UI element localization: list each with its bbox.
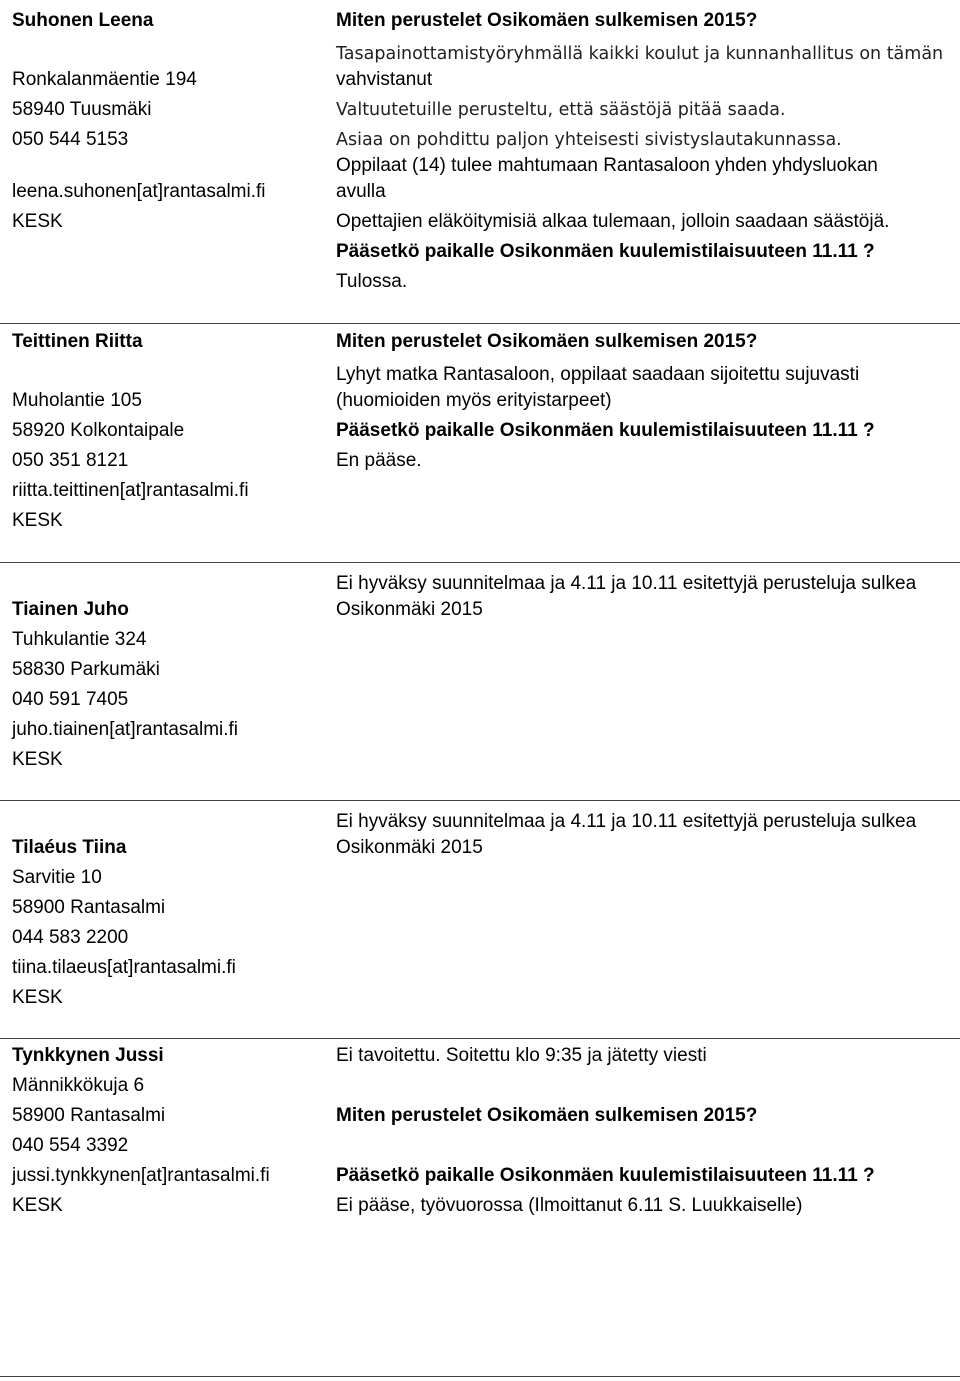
contact-postal: 58830 Parkumäki — [12, 659, 160, 680]
divider — [0, 1038, 960, 1039]
contact-address: Tuhkulantie 324 — [12, 629, 147, 650]
contact-name: Teittinen Riitta — [12, 331, 143, 352]
answer-line: Opettajien eläköitymisiä alkaa tulemaan, jolloin saadaan säästöjä. — [336, 211, 890, 232]
question-attendance: Pääsetkö paikalle Osikonmäen kuulemistilaisuuteen 11.11 ? — [336, 241, 875, 262]
contact-postal: 58940 Tuusmäki — [12, 99, 152, 120]
contact-email: tiina.tilaeus[at]rantasalmi.fi — [12, 957, 236, 978]
answer-line: Asiaa on pohdittu paljon yhteisesti sivistyslautakunnassa. — [336, 130, 842, 150]
contact-phone: 044 583 2200 — [12, 927, 129, 948]
contact-postal: 58900 Rantasalmi — [12, 1105, 166, 1126]
contact-address: Ronkalanmäentie 194 — [12, 69, 197, 90]
question-closing: Miten perustelet Osikomäen sulkemisen 2015? — [336, 10, 758, 31]
answer-line: Valtuutetuille perusteltu, että säästöjä pitää saada. — [336, 100, 786, 120]
divider — [0, 1376, 960, 1377]
contact-email: leena.suhonen[at]rantasalmi.fi — [12, 181, 266, 202]
contact-party: KESK — [12, 749, 63, 770]
answer-attendance: Tulossa. — [336, 271, 408, 292]
contact-name: Tiainen Juho — [12, 599, 129, 620]
answer-line: Ei hyväksy suunnitelmaa ja 4.11 ja 10.11 esitettyjä perusteluja sulkea — [336, 573, 917, 594]
answer-line: avulla — [336, 181, 386, 202]
question-closing: Miten perustelet Osikomäen sulkemisen 2015? — [336, 331, 758, 352]
answer-line: Tasapainottamistyöryhmällä kaikki koulut ja kunnanhallitus on tämän — [336, 44, 944, 64]
answer-line: Lyhyt matka Rantasaloon, oppilaat saadaan sijoitettu sujuvasti — [336, 364, 860, 385]
divider — [0, 562, 960, 563]
contact-name: Suhonen Leena — [12, 10, 154, 31]
answer-attendance: En pääse. — [336, 450, 422, 471]
answer-line: Osikonmäki 2015 — [336, 837, 483, 858]
contact-email: riitta.teittinen[at]rantasalmi.fi — [12, 480, 249, 501]
contact-party: KESK — [12, 211, 63, 232]
contact-address: Sarvitie 10 — [12, 867, 102, 888]
answer-line: Osikonmäki 2015 — [336, 599, 483, 620]
answer-line: Oppilaat (14) tulee mahtumaan Rantasaloon yhden yhdysluokan — [336, 155, 878, 176]
divider — [0, 800, 960, 801]
contact-phone: 040 554 3392 — [12, 1135, 129, 1156]
answer-line: vahvistanut — [336, 69, 433, 90]
answer-attendance: Ei pääse, työvuorossa (Ilmoittanut 6.11 S. Luukkaiselle) — [336, 1195, 803, 1216]
contact-postal: 58920 Kolkontaipale — [12, 420, 185, 441]
contact-phone: 040 591 7405 — [12, 689, 129, 710]
question-closing: Miten perustelet Osikomäen sulkemisen 2015? — [336, 1105, 758, 1126]
contact-phone: 050 544 5153 — [12, 129, 129, 150]
question-attendance: Pääsetkö paikalle Osikonmäen kuulemistilaisuuteen 11.11 ? — [336, 420, 875, 441]
answer-line: (huomioiden myös erityistarpeet) — [336, 390, 612, 411]
contact-address: Muholantie 105 — [12, 390, 142, 411]
contact-name: Tilaéus Tiina — [12, 837, 127, 858]
contact-party: KESK — [12, 987, 63, 1008]
contact-name: Tynkkynen Jussi — [12, 1045, 164, 1066]
answer-line: Ei hyväksy suunnitelmaa ja 4.11 ja 10.11 esitettyjä perusteluja sulkea — [336, 811, 917, 832]
question-attendance: Pääsetkö paikalle Osikonmäen kuulemistilaisuuteen 11.11 ? — [336, 1165, 875, 1186]
contact-party: KESK — [12, 1195, 63, 1216]
answer-contact-status: Ei tavoitettu. Soitettu klo 9:35 ja jätetty viesti — [336, 1045, 707, 1066]
contact-phone: 050 351 8121 — [12, 450, 129, 471]
contact-address: Männikkökuja 6 — [12, 1075, 145, 1096]
contact-email: juho.tiainen[at]rantasalmi.fi — [12, 719, 239, 740]
contact-party: KESK — [12, 510, 63, 531]
contact-email: jussi.tynkkynen[at]rantasalmi.fi — [12, 1165, 270, 1186]
contact-postal: 58900 Rantasalmi — [12, 897, 166, 918]
divider — [0, 323, 960, 324]
